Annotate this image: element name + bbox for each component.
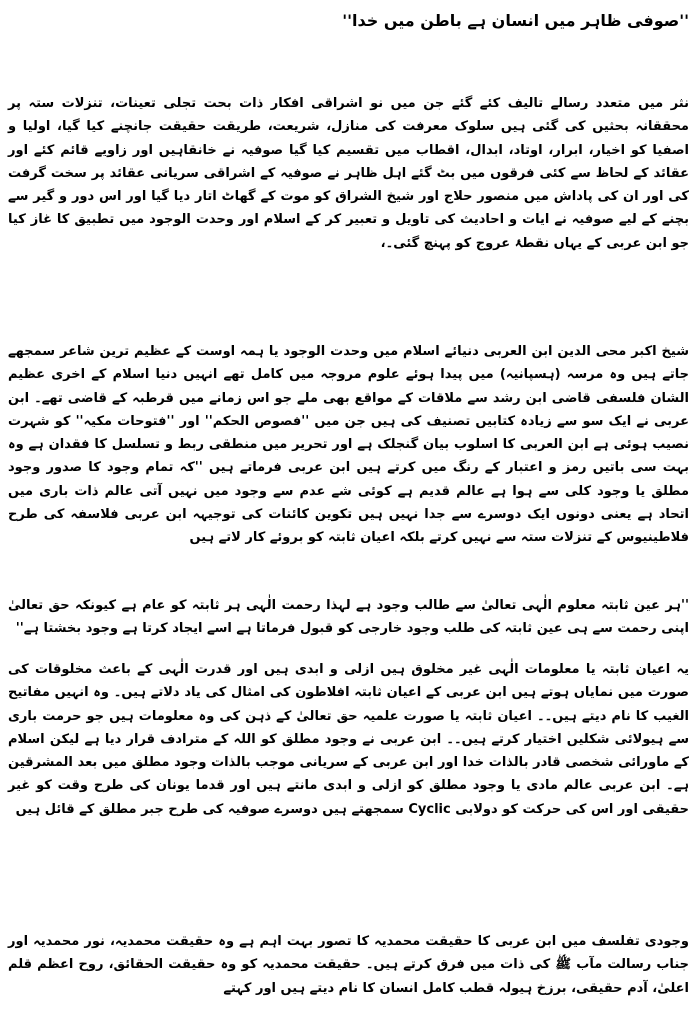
paragraph-ibn-arabi: شیخ اکبر محی الدین ابن العربی دنیائے اسلام میں وحدت الوجود یا ہمہ اوست کے عظیم ترین شاعر سمجھے جاتے ہیں وہ مرسہ (ہسپانیہ) میں پیدا ہوئے علوم مروجہ میں کامل تھے انہیں دنیا اسلام کے اخری عظیم الشان فلسفی قاضی ابن رشد سے ملاقات کے مواقع بھی ملے جو اس زمانے میں قرطبہ کے قاضی تھے۔ ابن عربی نے ایک سو سے زیادہ کتابیں تصنیف کی ہیں جن میں ''فصوص الحکم'' اور ''فتوحات مکیہ'' کو شہرت نصیب ہوئی ہے ابن العربی کا اسلوب بیان گنجلک ہے اور تحریر میں منطقی ربط و تسلسل کا فقدان ہے وہ بہت سی باتیں رمز و اعتبار کے رنگ میں کرتے ہیں ابن عربی فرماتے ہیں ''کہ تمام وجود کا صدور وجود مطلق یا وجود کلی سے ہوا ہے عالم قدیم ہے کوئی شے عدم سے وجود میں نہیں آتی عالم ذات باری میں اتحاد ہے یعنی دونوں ایک دوسرے سے جدا نہیں ہیں تکوین کائنات کی توجیہہ ابن عربی فلاسفہ کی طرح فلاطینیوس کے تنزلات ستہ سے نہیں کرتے بلکہ اعیان ثابتہ کو بروئے کار لاتے ہیں xyxy=(8,344,689,546)
paragraph-ayan-thabita-quote: ''ہر عین ثابتہ معلوم الٰہی تعالیٰ سے طالب وجود ہے لہذا رحمت الٰہی ہر ثابتہ کو عام ہے کیونکہ حق تعالیٰ اپنی رحمت سے ہی عین ثابتہ کی طلب وجود خارجی کو قبول فرماتا ہے اسے ایجاد کرتا ہے وجود بخشتا ہے'' xyxy=(8,598,689,637)
page-heading: ''صوفی ظاہر میں انسان ہے باطن میں خدا'' xyxy=(342,11,689,30)
paragraph-ayan-thabita: یہ اعیان ثابتہ یا معلومات الٰہی غیر مخلوق ہیں ازلی و ابدی ہیں اور قدرت الٰہی کے باعث مخلوقات کی صورت میں نمایاں ہوتے ہیں ابن عربی کے اعیان ثابتہ افلاطون کی امثال کی یاد دلاتے ہیں۔ وہ انہیں مفاتیح الغیب کا نام دیتے ہیں۔۔ اعیان ثابتہ یا صورت علمیہ حق تعالیٰ کے ذہن کی وہ معلومات ہیں جو حرمت باری سے ہیولائی شکلیں اختیار کرتے ہیں۔۔ ابن عربی نے وجود مطلق کو اللہ کے مترادف قرار دیا ہے لیکن اسلام کے ماورائی شخصی قادر بالذات خدا اور ابن عربی کے سریانی موجب بالذات وجود مطلق میں بعد المشرقین ہے۔ ابن عربی عالم مادی یا وجود مطلق کو ازلی و ابدی مانتے ہیں اور قدما یونان کی طرح وقت کو غیر حقیقی اور اس کی حرکت کو دولابی Cyclic سمجھتے ہیں دوسرے صوفیہ کی طرح جبر مطلق کے قائل ہیں xyxy=(8,662,689,817)
paragraph-haqiqat-muhammadiya: وجودی تفلسف میں ابن عربی کا حقیقت محمدیہ کا تصور بہت اہم ہے وہ حقیقت محمدیہ، نور محمدیہ اور جناب رسالت مآب ﷺ کی ذات میں فرق کرتے ہیں۔ حقیقت محمدیہ کو وہ حقیقت الحقائق، روح اعظم قلم اعلیٰ، آدم حقیقی، برزخ ہیولہ قطب کامل انسان کا نام دیتے ہیں اور کہتے xyxy=(8,934,689,996)
paragraph-sufi-prose: نثر میں متعدد رسالے تالیف کئے گئے جن میں نو اشراقی افکار ذات بحت تجلی تعینات، تنزلات ستہ پر محققانہ بحثیں کی گئی ہیں سلوک معرفت کی منازل، شریعت، طریقت حقیقت جانچنے کیا گیا، اولیا و اصفیا کو اخیار، ابرار، اوتاد، ابدال، اقطاب میں تقسیم کیا گیا صوفیہ نے خانقاہیں اور زاویے قائم کئے اور عقائد کے لحاظ سے کئی فرقوں میں بٹ گئے اہل ظاہر نے صوفیہ کے اشراقی سریانی عقائد پر سخت گرفت کی اور ان کی پاداش میں منصور حلاج اور شیخ الشراق کو موت کے گھاٹ اتار دیا گیا اور اس دور و گیر سے بچنے کے لیے صوفیہ نے ایات و احادیث کی تاویل و تعبیر کر کے اسلام اور وحدت الوجود میں تطبیق کا غاز کیا جو ابن عربی کے یہاں نقطۂ عروج کو پہنچ گئی۔، xyxy=(8,96,689,251)
